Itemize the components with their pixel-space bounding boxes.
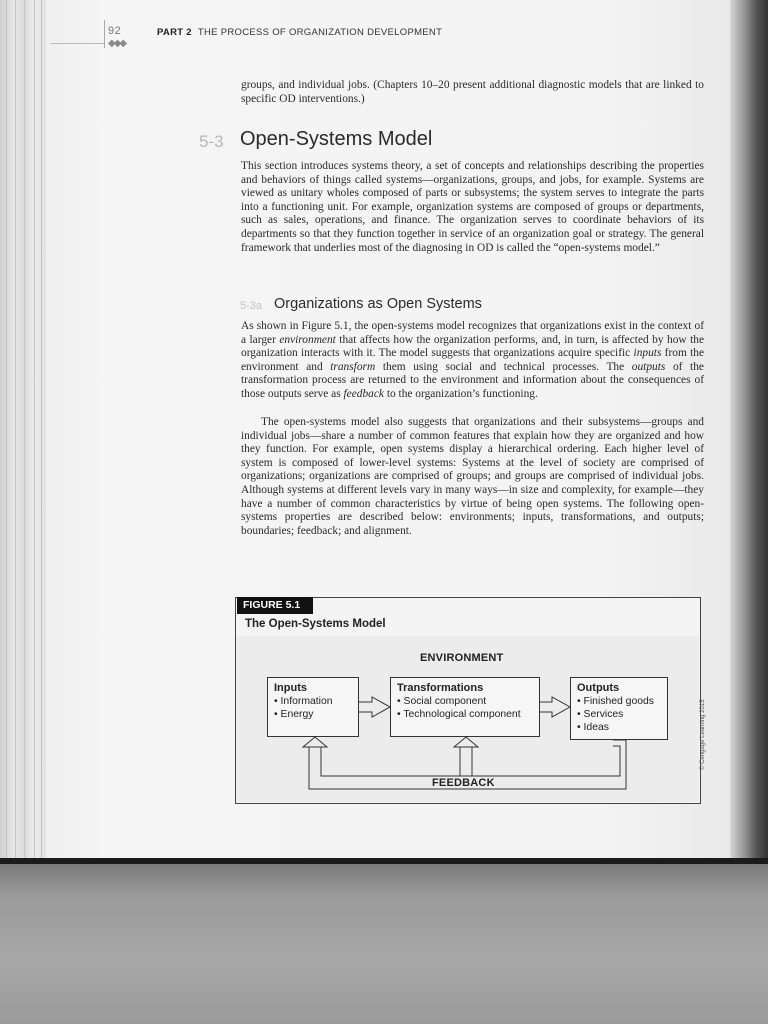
feedback-branch-to-transformations	[460, 747, 472, 776]
feedback-arrow-to-transformations	[454, 737, 478, 747]
section-number: 5-3	[199, 132, 224, 151]
page-shadow	[730, 0, 768, 862]
subsection-number: 5-3a	[240, 300, 263, 312]
section-paragraph: This section introduces systems theory, a set of concepts and relationships describing the properties and behaviors of things called systems—organizations, groups, and jobs, for example. Systems are viewed as unitary wholes composed of parts or subsystems; the system serves to integrate the parts into a functioning unit. For example, organization systems are composed of groups or departments, such as sales, operations, and finance. The organization serves to coordinate behaviors of its departments so that they function together in service of an organization goal or strategy. The general framework that underlies most of the diagnosing in OD is called the “open-systems model.”	[241, 160, 704, 254]
figure-label: FIGURE 5.1	[237, 597, 313, 614]
outputs-item: • Finished goods	[577, 696, 654, 707]
feedback-label: FEEDBACK	[432, 777, 495, 789]
transformations-title: Transformations	[397, 682, 484, 694]
diamond-ornament-icon: ◆◆◆	[108, 38, 126, 49]
transformations-box	[390, 677, 540, 737]
copyright-note: © Cengage Learning 2015	[700, 699, 706, 770]
transformations-item: • Technological component	[397, 709, 521, 720]
subsection-title: Organizations as Open Systems	[274, 296, 482, 312]
inputs-title: Inputs	[274, 682, 307, 694]
outputs-item: • Ideas	[577, 722, 609, 733]
header-rule	[50, 43, 104, 44]
outputs-box	[570, 677, 668, 740]
running-header	[157, 27, 442, 38]
figure-caption: The Open-Systems Model	[245, 618, 386, 630]
inputs-to-transformations-arrow	[359, 697, 390, 717]
part-title: THE PROCESS OF ORGANIZATION DEVELOPMENT	[197, 27, 443, 38]
subsection-paragraph-1: As shown in Figure 5.1, the open-systems model recognizes that organizations exist in the context of a larger environment that affects how the organization performs, and, in turn, is affected by how the organization interacts with it. The model suggests that organizations acquire specific inputs from the environment and transform them using social and technical processes. The outputs of the transformation process are returned to the environment and information about the consequences of those outputs serve as feedback to the organization’s functioning.	[241, 320, 704, 400]
feedback-arrow-to-inputs	[303, 737, 327, 747]
feedback-loop-inner	[321, 746, 620, 776]
transformations-item: • Social component	[397, 696, 487, 707]
outputs-title: Outputs	[577, 682, 620, 694]
page-number: 92	[108, 25, 122, 37]
table-surface	[0, 864, 768, 1024]
inputs-box	[267, 677, 359, 737]
section-title: Open-Systems Model	[240, 128, 433, 150]
transformations-to-outputs-arrow	[540, 697, 570, 717]
outputs-item: • Services	[577, 709, 624, 720]
subsection-paragraph-2: The open-systems model also suggests that organizations and their subsystems—groups and individual jobs—share a number of common features that explain how they are organized and how they function. For example, open systems display a hierarchical ordering. Each higher level of system is composed of lower-level systems: Systems at the level of society are comprised of organizations; organizations are comprised of groups; and groups are comprised of individual jobs. Although systems at different levels vary in many ways—in size and complexity, for example—they have a number of common characteristics by virtue of being open systems. The following open-systems properties are described below: environments; inputs, transformations, and outputs; boundaries; feedback; and alignment.	[241, 416, 704, 537]
part-label: PART 2	[157, 27, 192, 38]
header-divider	[104, 20, 105, 48]
inputs-item: • Energy	[274, 709, 314, 720]
book-page-edges	[0, 0, 46, 865]
environment-label: ENVIRONMENT	[420, 652, 504, 664]
inputs-item: • Information	[274, 696, 333, 707]
intro-paragraph: groups, and individual jobs. (Chapters 10–20 present additional diagnostic models that are linked to specific OD interventions.)	[241, 79, 704, 105]
